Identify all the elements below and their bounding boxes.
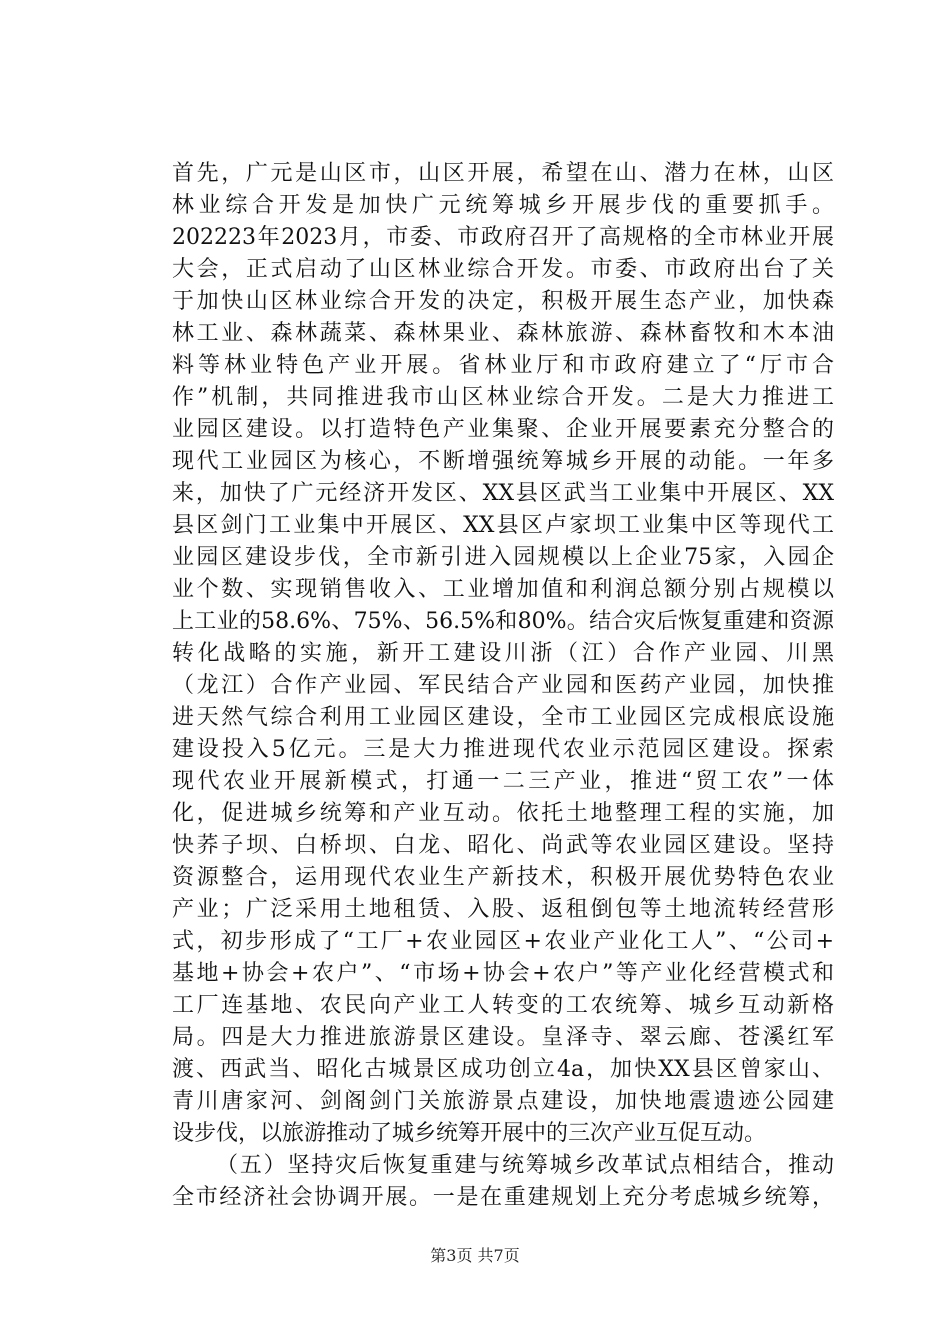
text-line: 工厂连基地、农民向产业工人转变的工农统筹、城乡互动新格	[172, 993, 834, 1018]
text-line: 大会，正式启动了山区林业综合开发。市委、市政府出台了关	[172, 257, 834, 282]
text-line: 现代农业开展新模式，打通一二三产业，推进“贸工农”一体	[172, 769, 834, 794]
text-line: 化，促进城乡统筹和产业互动。依托土地整理工程的实施，加	[172, 801, 834, 826]
text-line: 全市经济社会协调开展。一是在重建规划上充分考虑城乡统筹，	[172, 1185, 834, 1210]
text-line: 进天然气综合利用工业园区建设，全市工业园区完成根底设施	[172, 705, 834, 730]
text-line: 202223年2023月，市委、市政府召开了高规格的全市林业开展	[172, 225, 834, 250]
document-body	[172, 158, 834, 1214]
text-line: 林工业、森林蔬菜、森林果业、森林旅游、森林畜牧和木本油	[172, 321, 834, 346]
text-line: 产业；广泛采用土地租赁、入股、返租倒包等土地流转经营形	[172, 897, 834, 922]
text-line: 快荞子坝、白桥坝、白龙、昭化、尚武等农业园区建设。坚持	[172, 833, 834, 858]
text-line: 料等林业特色产业开展。省林业厅和市政府建立了“厅市合	[172, 353, 834, 378]
text-line: 转化战略的实施，新开工建设川浙（江）合作产业园、川黑	[172, 641, 834, 666]
text-line: 局。四是大力推进旅游景区建设。皇泽寺、翠云廊、苍溪红军	[172, 1025, 834, 1050]
text-line: 式，初步形成了“工厂+农业园区+农业产业化工人”、“公司+	[172, 929, 834, 954]
text-line: 现代工业园区为核心，不断增强统筹城乡开展的动能。一年多	[172, 449, 834, 474]
text-line: 首先，广元是山区市，山区开展，希望在山、潜力在林，山区	[172, 161, 834, 186]
text-line: 来，加快了广元经济开发区、XX县区武当工业集中开展区、XX	[172, 481, 834, 506]
text-line: 林业综合开发是加快广元统筹城乡开展步伐的重要抓手。	[172, 193, 834, 218]
text-line: 作”机制，共同推进我市山区林业综合开发。二是大力推进工	[172, 385, 834, 410]
text-line: 业个数、实现销售收入、工业增加值和利润总额分别占规模以	[172, 577, 834, 602]
text-line: 设步伐，以旅游推动了城乡统筹开展中的三次产业互促互动。	[172, 1121, 767, 1146]
text-line: （五）坚持灾后恢复重建与统筹城乡改革试点相结合，推动	[216, 1153, 834, 1178]
text-line: 业园区建设。以打造特色产业集聚、企业开展要素充分整合的	[172, 417, 834, 442]
text-line: 于加快山区林业综合开发的决定，积极开展生态产业，加快森	[172, 289, 834, 314]
text-line: （龙江）合作产业园、军民结合产业园和医药产业园，加快推	[172, 673, 834, 698]
text-line: 业园区建设步伐，全市新引进入园规模以上企业75家，入园企	[172, 545, 834, 570]
text-line: 青川唐家河、剑阁剑门关旅游景点建设，加快地震遗迹公园建	[172, 1089, 834, 1114]
text-line: 上工业的58.6%、75%、56.5%和80%。结合灾后恢复重建和资源	[172, 609, 834, 634]
text-line: 建设投入5亿元。三是大力推进现代农业示范园区建设。探索	[172, 737, 834, 762]
text-line: 渡、西武当、昭化古城景区成功创立4a，加快XX县区曾家山、	[172, 1057, 834, 1082]
text-line: 资源整合，运用现代农业生产新技术，积极开展优势特色农业	[172, 865, 834, 890]
text-line: 县区剑门工业集中开展区、XX县区卢家坝工业集中区等现代工	[172, 513, 834, 538]
page-footer: 第3页 共7页	[430, 1246, 520, 1265]
text-line: 基地+协会+农户”、“市场+协会+农户”等产业化经营模式和	[172, 961, 834, 986]
